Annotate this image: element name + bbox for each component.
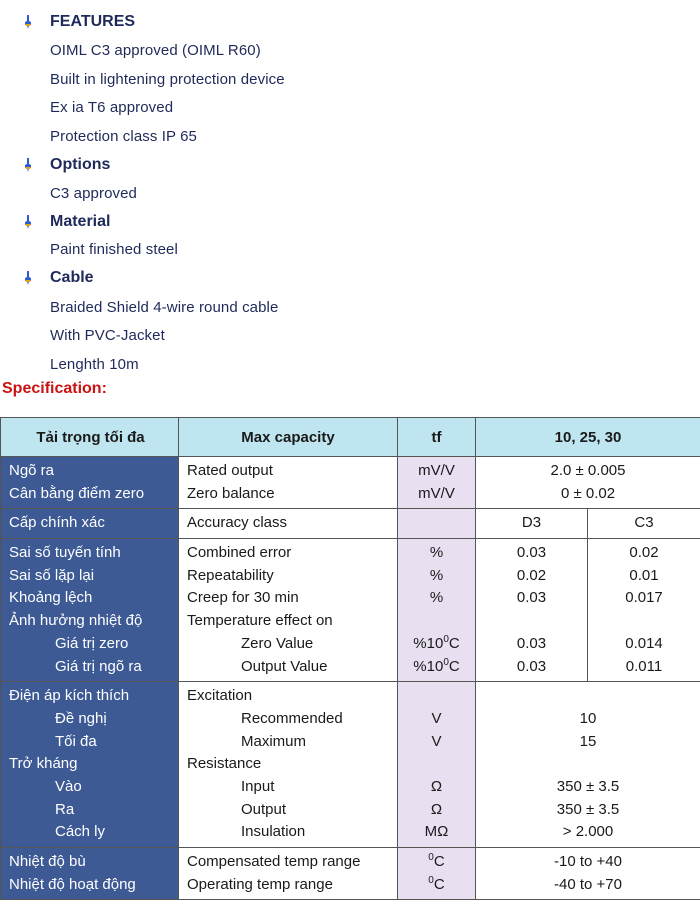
- cable-item: Braided Shield 4-wire round cable: [50, 299, 279, 316]
- feature-item: OIML C3 approved (OIML R60): [50, 42, 261, 59]
- header-value: 10, 25, 30: [476, 418, 700, 457]
- cell-unit: V: [431, 709, 442, 727]
- cell-d3: 0.03: [516, 634, 547, 652]
- cell-unit: [398, 753, 475, 776]
- header-vn: Tải trọng tối đa: [1, 418, 179, 457]
- cell-unit: MΩ: [424, 823, 449, 841]
- cell-vn: Cách ly: [55, 823, 106, 841]
- cell-en: Input: [241, 777, 275, 795]
- cell-en: Compensated temp range: [187, 853, 361, 870]
- cell-en: Temperature effect on: [187, 612, 333, 630]
- cell-d3: 0.03: [516, 589, 547, 607]
- cell-vn: Cấp chính xác: [9, 514, 105, 532]
- cell-en: Combined error: [187, 544, 292, 562]
- cell-unit: mV/V: [418, 462, 455, 479]
- cell-value: [482, 753, 694, 776]
- table-row-electrical: [1, 682, 700, 848]
- cell-value: -40 to +70: [554, 875, 622, 893]
- cell-d3: 0.03: [516, 657, 547, 675]
- cell-vn: Vào: [55, 777, 82, 795]
- cell-vn: Ngõ ra: [9, 462, 55, 479]
- cell-unit: $\%10^0C$: [413, 656, 460, 675]
- cell-en: Rated output: [187, 462, 273, 479]
- cell-vn: Sai số tuyến tính: [9, 544, 121, 562]
- cell-c3: 0.017: [625, 589, 663, 607]
- cell-vn: Sai số lặp lại: [9, 566, 95, 584]
- cell-d3: 0.02: [516, 566, 547, 584]
- cell-unit: [398, 610, 475, 633]
- cell-unit: %: [429, 544, 444, 562]
- cell-value: -10 to +40: [554, 853, 622, 870]
- cell-unit: V: [431, 732, 442, 750]
- cell-unit: Ω: [430, 800, 443, 818]
- feature-item: Ex ia T6 approved: [50, 99, 174, 116]
- header-unit: tf: [398, 418, 476, 457]
- cable-item: With PVC-Jacket: [50, 327, 165, 344]
- cell-unit: $\%10^0C$: [413, 633, 460, 652]
- cell-vn: Giá trị zero: [55, 634, 129, 652]
- cell-en: Operating temp range: [187, 875, 333, 893]
- cell-value: 10: [579, 709, 597, 727]
- cell-c3: 0.02: [629, 544, 659, 562]
- cell-value: 0 ± 0.02: [560, 484, 616, 502]
- cell-value: [482, 685, 694, 708]
- cell-vn: Cân bằng điểm zero: [9, 484, 145, 502]
- cell-unit: [398, 512, 475, 535]
- table-row-accuracy: [1, 509, 700, 539]
- pushpin-bullet-icon: [22, 271, 34, 285]
- cable-item: Lenghth 10m: [50, 356, 139, 373]
- cell-unit: $^0$C: [428, 852, 445, 870]
- pushpin-bullet-icon: [22, 158, 34, 172]
- cell-vn: Đề nghị: [55, 709, 107, 727]
- cell-value: 350 ± 3.5: [556, 777, 620, 795]
- cell-vn: Khoảng lệch: [9, 589, 93, 607]
- cell-vn: Nhiệt độ bù: [9, 853, 86, 870]
- cell-d3: D3: [521, 514, 542, 532]
- cell-en: Output Value: [241, 657, 328, 675]
- cell-unit: %: [429, 566, 444, 584]
- material-heading: Material: [50, 213, 111, 230]
- cell-unit: Ω: [430, 777, 443, 795]
- pushpin-bullet-icon: [22, 215, 34, 229]
- cell-c3: [594, 610, 694, 633]
- cell-d3: [482, 610, 581, 633]
- table-row-errors: [1, 539, 700, 682]
- cell-en: Zero balance: [187, 484, 275, 502]
- cell-unit: mV/V: [418, 484, 455, 502]
- material-item: Paint finished steel: [50, 241, 178, 258]
- cell-en: Repeatability: [187, 566, 274, 584]
- cell-value: 2.0 ± 0.005: [550, 462, 626, 479]
- cell-en: Output: [241, 800, 287, 818]
- cell-en: Excitation: [187, 687, 253, 705]
- table-row-temperature: [1, 848, 700, 900]
- specification-title: Specification:: [2, 380, 107, 397]
- cell-vn: Ảnh hưởng nhiệt độ: [9, 612, 143, 630]
- options-heading: Options: [50, 156, 111, 173]
- cell-c3: C3: [634, 514, 654, 532]
- cell-en: Creep for 30 min: [187, 589, 299, 607]
- cell-c3: 0.01: [629, 566, 659, 584]
- cell-en: Insulation: [241, 823, 306, 841]
- cell-en: Accuracy class: [187, 514, 288, 532]
- cell-en: Zero Value: [241, 634, 314, 652]
- cell-en: Resistance: [187, 755, 262, 773]
- cell-unit: %: [429, 589, 444, 607]
- cell-en: Maximum: [241, 732, 307, 750]
- feature-item: Protection class IP 65: [50, 128, 197, 145]
- cell-c3: 0.014: [625, 634, 663, 652]
- cell-vn: Ra: [55, 800, 75, 818]
- cell-vn: Trở kháng: [9, 755, 78, 773]
- cell-unit: [398, 685, 475, 708]
- table-row-output: [1, 457, 700, 509]
- cell-vn: Tối đa: [55, 732, 97, 750]
- cell-vn: Giá trị ngõ ra: [55, 657, 142, 675]
- feature-item: Built in lightening protection device: [50, 71, 285, 88]
- cell-en: Recommended: [241, 709, 343, 727]
- cell-value: > 2.000: [562, 823, 614, 841]
- pushpin-bullet-icon: [22, 15, 34, 29]
- cell-d3: 0.03: [516, 544, 547, 562]
- table-header-row: [1, 418, 700, 457]
- cable-heading: Cable: [50, 269, 94, 286]
- header-en: Max capacity: [179, 418, 398, 457]
- features-heading: FEATURES: [50, 13, 136, 30]
- cell-c3: 0.011: [625, 657, 663, 675]
- cell-vn: Điện áp kích thích: [9, 687, 130, 705]
- cell-value: 350 ± 3.5: [556, 800, 620, 818]
- cell-unit: $^0$C: [428, 874, 445, 893]
- option-item: C3 approved: [50, 185, 137, 202]
- specification-table: [0, 417, 700, 900]
- cell-vn: Nhiệt độ hoạt động: [9, 875, 136, 893]
- cell-value: 15: [579, 732, 597, 750]
